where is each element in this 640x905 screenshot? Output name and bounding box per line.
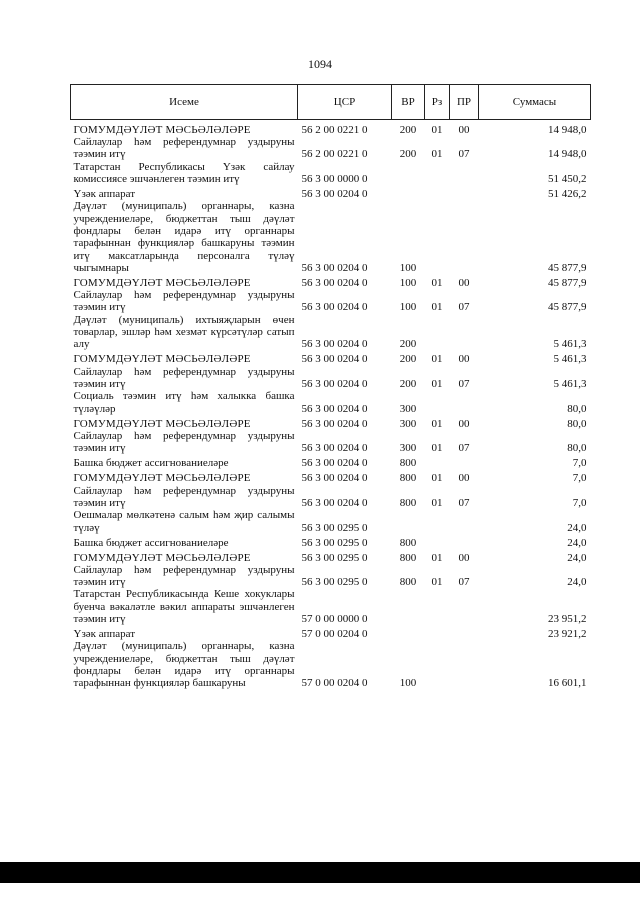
row-vr [392,161,425,186]
row-sum: 45 877,9 [548,276,587,289]
row-rz [425,200,450,274]
row-pr: 00 [458,276,470,289]
row-sum: 80,0 [567,417,587,430]
row-rz [425,534,450,549]
row-pr: 07 [458,496,470,509]
row-vr: 200 [399,148,417,161]
header-rz: Рз [425,85,450,120]
row-name: ГОМУМДӘҮЛӘТ МӘСЬӘЛӘЛӘРЕ [73,417,251,430]
row-rz: 01 [431,353,443,366]
row-name: Оешмалар мөлкәтенә салым һәм җир салымы түләү [73,509,295,534]
row-name: ГОМУМДӘҮЛӘТ МӘСЬӘЛӘЛӘРЕ [73,123,251,136]
row-vr [392,588,425,625]
row-vr: 100 [399,276,417,289]
row-rz: 01 [431,442,443,455]
row-name: Татарстан Республикасында Кеше хокуклары буенча вәкаләтле вәкил аппараты эшчәнлеген тәэмин итү [73,588,295,626]
row-csr: 56 3 00 0204 0 [301,338,368,351]
row-rz [425,161,450,186]
row-csr: 56 3 00 0204 0 [301,378,368,390]
row-pr: 00 [458,417,470,430]
table-row [71,351,591,366]
row-rz [425,314,450,351]
row-pr [450,390,479,415]
row-vr: 200 [399,378,417,390]
row-csr: 56 3 00 0295 0 [301,536,368,549]
row-csr: 56 3 00 0000 0 [301,172,368,185]
row-sum: 5 461,3 [553,338,587,351]
row-name: Дәүләт (муниципаль) ихтыяҗларын өчен товарлар, эшләр һәм хезмәт күрсәтүләр сатып алу [73,313,295,351]
row-name: Сайлаулар һәм референдумнар уздыруны тәэмин итү [73,484,295,509]
row-pr: 00 [458,472,470,485]
row-name: Сайлаулар һәм референдумнар уздыруны тәэмин итү [73,429,295,455]
row-csr: 57 0 00 0000 0 [301,613,368,626]
row-pr [450,455,479,470]
row-sum: 5 461,3 [553,353,587,366]
table-row [71,509,591,534]
table-row [71,564,591,589]
row-name: Социаль тәэмин итү һәм халыкка башка түләүләр [73,390,295,415]
row-vr: 200 [399,123,417,136]
row-vr [392,185,425,200]
header-vr: ВР [392,85,425,120]
row-rz: 01 [431,301,443,314]
row-vr: 800 [399,536,417,549]
table-row [71,485,591,510]
row-sum: 24,0 [567,521,587,534]
header-sum: Суммасы [479,85,591,120]
row-vr: 300 [399,402,417,415]
row-vr: 300 [399,442,417,455]
row-sum: 23 951,2 [548,613,587,626]
row-name: ГОМУМДӘҮЛӘТ МӘСЬӘЛӘЛӘРЕ [73,472,251,485]
row-pr: 00 [458,353,470,366]
row-name: Сайлаулар һәм референдумнар уздыруны тәэмин итү [73,365,295,390]
row-name: Сайлаулар һәм референдумнар уздыруны тәэмин итү [73,563,295,589]
row-csr: 56 3 00 0204 0 [301,301,368,314]
table-row [71,640,591,689]
row-pr: 07 [458,576,470,589]
row-csr: 56 3 00 0295 0 [301,576,368,589]
row-rz: 01 [431,472,443,485]
row-sum: 16 601,1 [548,677,587,690]
row-vr: 200 [399,353,417,366]
row-vr: 100 [399,677,417,690]
header-csr: ЦСР [298,85,392,120]
row-pr [450,185,479,200]
row-rz [425,509,450,534]
row-name: Дәүләт (муниципаль) органнары, казна учреждениеләре, бюджеттан тыш дәүләт фондлары белән идарә итү органнары тарафыннан функцияләр башкаруны [73,640,295,690]
row-pr: 07 [458,148,470,161]
row-sum: 51 450,2 [548,172,587,185]
scan-bottom-edge [0,862,640,883]
budget-table [70,84,591,690]
row-csr: 56 3 00 0295 0 [301,521,368,534]
row-name: ГОМУМДӘҮЛӘТ МӘСЬӘЛӘЛӘРЕ [73,551,251,564]
table-row [71,588,591,625]
table-row [71,274,591,289]
row-name: Дәүләт (муниципаль) органнары, казна учреждениеләре, бюджеттан тыш дәүләт фондлары белән идарә итү органнары тарафыннан функцияләр башкаруны тәэмин итү максатларында персоналга түләү чыгымнары [73,200,295,274]
row-rz: 01 [431,148,443,161]
header-pr: ПР [450,85,479,120]
row-sum: 5 461,3 [553,378,587,390]
row-sum: 7,0 [572,472,587,485]
row-name: ГОМУМДӘҮЛӘТ МӘСЬӘЛӘЛӘРЕ [73,276,251,289]
row-name: Сайлаулар һәм референдумнар уздыруны тәэмин итү [73,136,295,161]
row-pr: 00 [458,551,470,564]
row-csr: 57 0 00 0204 0 [301,628,368,641]
row-rz: 01 [431,276,443,289]
row-rz [425,455,450,470]
row-csr: 57 0 00 0204 0 [301,677,368,690]
row-pr [450,509,479,534]
row-csr: 56 3 00 0204 0 [301,276,368,289]
row-pr [450,314,479,351]
table-row [71,120,591,137]
row-name: Сайлаулар һәм референдумнар уздыруны тәэмин итү [73,289,295,314]
page-number: 1094 [308,57,332,71]
row-pr [450,625,479,640]
row-csr: 56 3 00 0204 0 [301,442,368,455]
row-name: Башка бюджет ассигнованиеләре [73,536,229,549]
table-row [71,161,591,186]
table-row [71,415,591,430]
row-csr: 56 3 00 0204 0 [301,417,368,430]
table-row [71,430,591,455]
table-row [71,136,591,161]
table-row [71,289,591,314]
row-csr: 56 3 00 0204 0 [301,402,368,415]
table-row [71,455,591,470]
row-rz: 01 [431,417,443,430]
row-sum: 23 921,2 [548,628,587,641]
row-sum: 45 877,9 [548,261,587,274]
row-pr [450,640,479,689]
row-csr: 56 3 00 0204 0 [301,496,368,509]
row-csr: 56 3 00 0295 0 [301,551,368,564]
table-row [71,366,591,391]
table-row [71,549,591,564]
row-pr [450,534,479,549]
table-row [71,534,591,549]
row-pr [450,588,479,625]
row-pr [450,161,479,186]
table-row [71,625,591,640]
row-rz: 01 [431,496,443,509]
row-pr: 00 [458,123,470,136]
row-csr: 56 2 00 0221 0 [301,148,368,161]
row-sum: 24,0 [567,536,587,549]
row-csr: 56 3 00 0204 0 [301,261,368,274]
row-pr: 07 [458,442,470,455]
row-rz: 01 [431,551,443,564]
table-row [71,185,591,200]
row-name: Үзәк аппарат [73,628,136,641]
row-vr: 800 [399,472,417,485]
row-sum: 80,0 [567,402,587,415]
row-sum: 7,0 [572,457,587,470]
table-row [71,200,591,274]
row-vr [392,509,425,534]
table-row [71,470,591,485]
row-vr: 100 [399,261,417,274]
row-rz: 01 [431,576,443,589]
row-pr [450,200,479,274]
header-name: Исеме [71,85,298,120]
row-name: Үзәк аппарат [73,187,136,200]
row-vr: 300 [399,417,417,430]
row-sum: 80,0 [567,442,587,455]
row-vr: 800 [399,551,417,564]
row-sum: 7,0 [572,496,587,509]
row-sum: 45 877,9 [548,301,587,314]
row-vr: 100 [399,301,417,314]
row-rz: 01 [431,123,443,136]
table-header-row [71,85,591,120]
row-pr: 07 [458,301,470,314]
table-body [71,120,591,690]
row-csr: 56 3 00 0204 0 [301,187,368,200]
row-csr: 56 3 00 0204 0 [301,457,368,470]
row-sum: 14 948,0 [548,123,587,136]
row-rz [425,640,450,689]
row-name: Татарстан Республикасы Үзәк сайлау комиссиясе эшчәнлеген тәэмин итү [73,160,295,185]
row-rz [425,185,450,200]
row-vr: 800 [399,457,417,470]
row-csr: 56 3 00 0204 0 [301,472,368,485]
row-sum: 51 426,2 [548,187,587,200]
row-sum: 24,0 [567,576,587,589]
table-row [71,314,591,351]
row-sum: 24,0 [567,551,587,564]
row-vr: 800 [399,576,417,589]
row-rz [425,625,450,640]
row-rz [425,390,450,415]
row-sum: 14 948,0 [548,148,587,161]
row-rz [425,588,450,625]
row-vr [392,625,425,640]
row-csr: 56 2 00 0221 0 [301,123,368,136]
row-csr: 56 3 00 0204 0 [301,353,368,366]
row-vr: 200 [399,338,417,351]
row-rz: 01 [431,378,443,390]
table-row [71,390,591,415]
row-pr: 07 [458,378,470,390]
row-name: Башка бюджет ассигнованиеләре [73,457,229,470]
row-name: ГОМУМДӘҮЛӘТ МӘСЬӘЛӘЛӘРЕ [73,353,251,366]
row-vr: 800 [399,496,417,509]
